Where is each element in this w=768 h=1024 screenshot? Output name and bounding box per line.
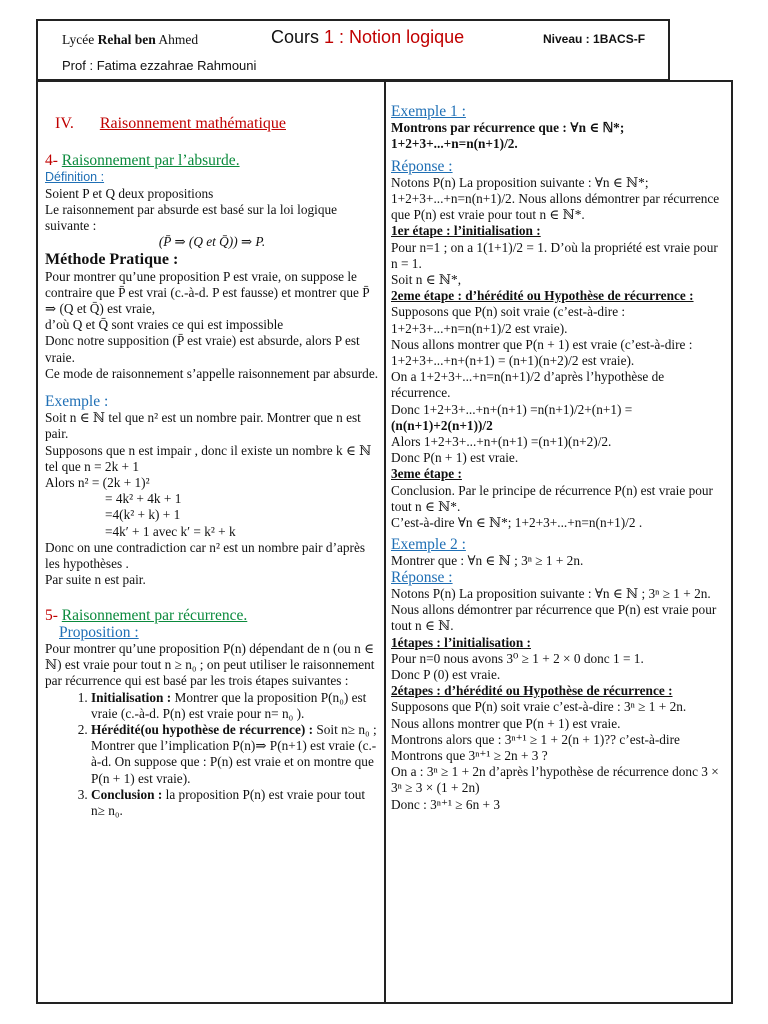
e1-line: Pour n=0 nous avons 3⁰ ≥ 1 + 2 × 0 donc 1 = 1. xyxy=(391,650,644,666)
reponse2-line: Notons P(n) La proposition suivante : ∀n ∈ ℕ ; 3ⁿ ≥ 1 + 2n. Nous allons démontrer par récurrence que P(n) est vraie pour tout n ∈ ℕ. xyxy=(391,585,717,634)
e2-line: Montrons alors que : 3ⁿ⁺¹ ≥ 1 + 2(n + 1)?? c’est-à-dire Montrons que 3ⁿ⁺¹ ≥ 2n + 3 ? xyxy=(391,731,680,763)
right-column xyxy=(391,104,725,813)
exemple2-heading: Exemple 2 : xyxy=(391,536,466,554)
step1-heading: 1er étape : l’initialisation : xyxy=(391,223,541,239)
e2-heading: 2étapes : d’hérédité ou Hypothèse de récurrence : xyxy=(391,683,673,699)
exemple1-line: Montrons par récurrence que : ∀n ∈ ℕ*; 1+2+3+...+n=n(n+1)/2. xyxy=(391,120,625,152)
e1-heading: 1étapes : l’initialisation : xyxy=(391,634,531,650)
methode-line: d’où Q et Q̄ sont vraies ce qui est impossible xyxy=(45,317,284,333)
document-header xyxy=(36,19,670,81)
exemple-line: =4(k² + k) + 1 xyxy=(105,507,181,523)
definition-line: Soient P et Q deux propositions xyxy=(45,185,214,201)
reponse1-line: Notons P(n) La proposition suivante : ∀n ∈ ℕ*; 1+2+3+...+n=n(n+1)/2. Nous allons démontrer par récurrence que P(n) est vraie pour tout n ∈ ℕ*. xyxy=(391,174,720,223)
proposition-heading: Proposition : xyxy=(59,623,139,641)
step2-line: (n(n+1)+2(n+1))/2 xyxy=(391,417,493,433)
proposition-line: Pour montrer qu’une proposition P(n) dépendant de n (ou n ∈ ℕ) est vraie pour tout n ≥ n₀ ; on peut utiliser le raisonnement par récurrence qui est basé par les trois étapes suivantes : xyxy=(45,640,375,689)
methode-title: Méthode Pratique : xyxy=(45,251,179,269)
level-label: Niveau : 1BACS-F xyxy=(543,32,646,46)
exemple-line: Supposons que n est impair , donc il existe un nombre k ∈ ℕ tel que n = 2k + 1 xyxy=(45,442,372,474)
step2-line: Nous allons montrer que P(n + 1) est vraie (c’est-à-dire : 1+2+3+...+n+(n+1) = (n+1)(n+2)/2 est vraie). xyxy=(391,336,693,369)
step2-line: Donc 1+2+3+...+n+(n+1) =n(n+1)/2+(n+1) = xyxy=(391,401,633,417)
e2-line: Supposons que P(n) soit vraie c’est-à-dire : 3ⁿ ≥ 1 + 2n. xyxy=(391,699,687,715)
left-column xyxy=(45,116,379,819)
step-item: 2. Hérédité(ou hypothèse de récurrence) : Soit n≥ n₀ ; Montrer que l’implication P(n)⇒ P(n+1) est vraie (c.-à-d. On suppose que : P(n) est vraie et on montre que P(n + 1) est vraie). xyxy=(91,722,379,787)
subsection-recurrence: 5- Raisonnement par récurrence. xyxy=(45,607,248,625)
logic-formula: (P̄ ⇒ (Q et Q̄)) ⇒ P. xyxy=(158,234,266,250)
exemple-line: =4k′ + 1 avec k′ = k² + k xyxy=(105,523,236,539)
definition-heading: Définition : xyxy=(45,170,105,185)
exemple-line: Donc on une contradiction car n² est un nombre pair d’après les hypothèses . xyxy=(45,539,366,572)
step2-line: Donc P(n + 1) est vraie. xyxy=(391,450,519,466)
content-frame xyxy=(36,80,733,1004)
exemple1-heading: Exemple 1 : xyxy=(391,103,466,120)
exemple-line: = 4k² + 4k + 1 xyxy=(105,491,182,507)
methode-line: Ce mode de raisonnement s’appelle raisonnement par absurde. xyxy=(45,365,379,381)
e2-line: Donc : 3ⁿ⁺¹ ≥ 6n + 3 xyxy=(391,796,501,812)
column-divider xyxy=(384,82,386,1002)
exemple-line: Soit n ∈ ℕ tel que n² est un nombre pair. Montrer que n est pair. xyxy=(45,410,361,442)
reponse1-heading: Réponse : xyxy=(391,157,453,175)
step3-line: C’est-à-dire ∀n ∈ ℕ*; 1+2+3+...+n=n(n+1)/2 . xyxy=(391,515,643,531)
step-item: 1. Initialisation : Montrer que la proposition P(n₀) est vraie (c.-à-d. P(n) est vraie pour n= n₀ ). xyxy=(91,690,379,722)
subsection-absurde: 4- Raisonnement par l’absurde. xyxy=(45,152,240,170)
e1-line: Donc P (0) est vraie. xyxy=(391,666,501,682)
section-title: IV. Raisonnement mathématique xyxy=(55,115,286,132)
methode-line: Pour montrer qu’une proposition P est vraie, on suppose le contraire que P̄ est vrai (c.-à-d. P est fausse) et montrer que P̄ ⇒ (Q et Q̄) est vraie, xyxy=(45,268,370,317)
step3-heading: 3eme étape : xyxy=(391,466,462,482)
step1-line: Pour n=1 ; on a 1(1+1)/2 = 1. D’où la propriété est vraie pour n = 1. xyxy=(391,239,718,271)
course-title: Cours 1 : Notion logique xyxy=(271,27,465,47)
step2-line: Supposons que P(n) soit vraie (c’est-à-dire : 1+2+3+...+n=n(n+1)/2 est vraie). xyxy=(391,304,626,336)
step2-heading: 2eme étape : d’hérédité ou Hypothèse de récurrence : xyxy=(391,288,694,304)
e2-line: Nous allons montrer que P(n + 1) est vraie. xyxy=(391,715,621,731)
step-item: 3. Conclusion : la proposition P(n) est vraie pour tout n≥ n₀. xyxy=(91,787,379,819)
teacher-name: Prof : Fatima ezzahrae Rahmouni xyxy=(62,58,257,73)
exemple-heading: Exemple : xyxy=(45,393,109,411)
definition-line: Le raisonnement par absurde est basé sur la loi logique suivante : xyxy=(45,201,338,234)
exemple-line: Par suite n est pair. xyxy=(45,572,146,588)
exemple-line: Alors n² = (2k + 1)² xyxy=(45,475,150,491)
school-name: Lycée Rehal ben Ahmed xyxy=(62,32,199,47)
exemple2-line: Montrer que : ∀n ∈ ℕ ; 3ⁿ ≥ 1 + 2n. xyxy=(391,553,584,569)
methode-line: Donc notre supposition (P̄ est vraie) est absurde, alors P est vraie. xyxy=(45,333,360,365)
step2-line: Alors 1+2+3+...+n+(n+1) =(n+1)(n+2)/2. xyxy=(391,434,612,450)
step1-line: Soit n ∈ ℕ*, xyxy=(391,272,462,288)
step3-line: Conclusion. Par le principe de récurrence P(n) est vraie pour tout n ∈ ℕ*. xyxy=(391,482,713,514)
reponse2-heading: Réponse : xyxy=(391,568,453,586)
step2-line: On a 1+2+3+...+n=n(n+1)/2 d’après l’hypothèse de récurrence. xyxy=(391,369,665,401)
recurrence-steps xyxy=(45,690,379,820)
e2-line: On a : 3ⁿ ≥ 1 + 2n d’après l’hypothèse de récurrence donc 3 × 3ⁿ ≥ 3 × (1 + 2n) xyxy=(391,764,719,796)
